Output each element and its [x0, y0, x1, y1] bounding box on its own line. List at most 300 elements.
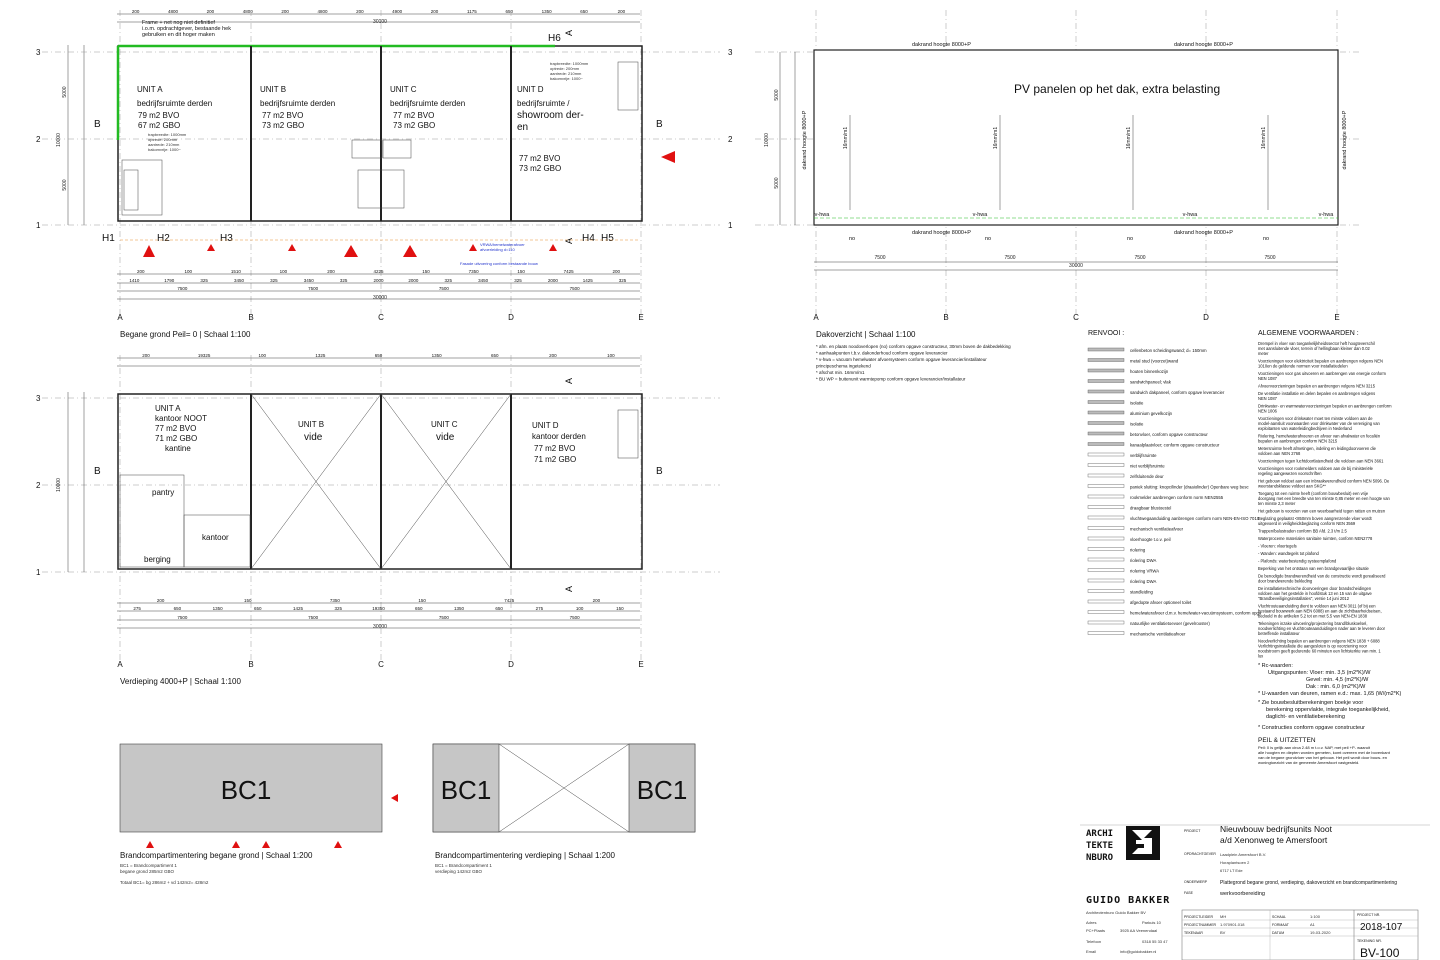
- dim-label: 7500: [177, 615, 188, 620]
- slope-label: 16mm/m1: [993, 126, 999, 150]
- legend-swatch: [1088, 548, 1124, 551]
- dim-label: 650: [374, 353, 383, 358]
- roof-edge-right: dakrand hoogte 8000+P: [1342, 110, 1348, 170]
- legend-swatch: [1088, 359, 1124, 362]
- legend-swatch: [1088, 495, 1124, 498]
- column-label: C: [1073, 313, 1079, 322]
- uf-total: 30000: [373, 624, 387, 630]
- calc-note: berekening oppervlakte, integrale toegankelijkheid,: [1266, 707, 1390, 713]
- addr-label-4: Email: [1086, 949, 1097, 954]
- phase: werkvoorbereiding: [1220, 891, 1265, 897]
- dim-label: 1510: [230, 269, 241, 274]
- gf-unit-a-use: bedrijfsruimte derden: [137, 99, 213, 108]
- column-label: B: [248, 660, 254, 669]
- conditions-title: ALGEMENE VOORWAARDEN :: [1258, 330, 1359, 337]
- column-label: A: [813, 313, 819, 322]
- column-label: C: [378, 660, 384, 669]
- gf-unit-d-use2: showroom der-: [517, 110, 584, 121]
- legend-swatch: [1088, 611, 1124, 614]
- condition-line: Het gebouw is voorzien van een weerbaarheid tegen ratten en muizen: [1258, 508, 1386, 514]
- dim-label: 275: [535, 606, 544, 611]
- addr-label-3: Telefoon: [1086, 939, 1102, 944]
- condition-line: NEN 1006: [1258, 408, 1277, 414]
- gf-unit-d-bvo: 77 m2 BVO: [519, 154, 561, 163]
- dim-label: 1410: [129, 278, 140, 283]
- condition-line: Voorzieningen voor elektriciteit bepalen en aanbrengen volgens NEN: [1258, 358, 1383, 364]
- peil-line: Peil: 0 is gelijk aan circa 2.48 m t.o.v. NAP, met peil +P- waaruit: [1258, 745, 1371, 750]
- dim-label: 150: [616, 606, 624, 611]
- legend-item: paniek sluiting: knopcilinder (draaiolinder) Openbare weg besc: [1130, 484, 1249, 490]
- legend-item: houten binnenkozijn: [1130, 369, 1169, 374]
- marker-h6: H6: [548, 33, 561, 44]
- dim-label: 1175: [467, 9, 477, 14]
- hwa-label: v-hwa: [1182, 212, 1198, 218]
- dim-label: 3450: [234, 278, 245, 283]
- label-client: OPDRACHTGEVER: [1184, 852, 1216, 856]
- dim-label: 200: [612, 269, 620, 274]
- dim-label: 325: [334, 606, 343, 611]
- drawing-nr-label: TEKENING NR.: [1357, 939, 1382, 943]
- stair-note-d3: aantrede: 210mm: [550, 71, 582, 76]
- uf-room-pantry: pantry: [152, 488, 175, 497]
- dim-label: 275: [133, 606, 141, 611]
- dim-label: 1350: [431, 353, 442, 358]
- legend-swatch: [1088, 516, 1124, 519]
- entry-marker: [469, 244, 477, 251]
- legend-item: natuurlijke ventilatietoevoer (gevelrooster): [1130, 621, 1210, 626]
- blue-note-2: afvoerleiding d=110: [480, 247, 515, 252]
- bc-ground-note-2: begane grond 285m2 GBO: [120, 869, 175, 874]
- uf-row-3: 3: [36, 394, 41, 403]
- gf-unit-a-gbo: 67 m2 GBO: [138, 121, 181, 130]
- hwa-label: v-hwa: [814, 212, 830, 218]
- overflow-label: no: [1126, 236, 1134, 242]
- condition-line: 1010en de geldende normen voor installatiedelen: [1258, 363, 1348, 369]
- addr-value-3: 0318 55 33 47: [1142, 939, 1168, 944]
- dim-label: 150: [418, 598, 426, 603]
- dim-label: 1350: [453, 606, 464, 611]
- gf-row-1: 1: [36, 221, 41, 230]
- column-label: D: [508, 313, 514, 322]
- dim-label: 7500: [308, 286, 319, 291]
- label-phase: FASE: [1184, 891, 1193, 895]
- condition-line: Waterproceme materialen sanitaire ruimten, conform NEN2778: [1258, 536, 1373, 541]
- roof-dim-total: 30000: [1069, 263, 1083, 269]
- legend-item: riolering VRWA: [1130, 568, 1160, 574]
- ground-left-dim-b: 5000: [62, 179, 68, 191]
- dim-label: 650: [254, 606, 262, 611]
- legend-swatch: [1088, 600, 1124, 603]
- condition-line: Afvoervoorzieningen bepalen en aanbrengen volgens NEN 3215: [1258, 383, 1375, 389]
- condition-line: Voorzieningen voor drinkwater moet ten minste voldoen aan de: [1258, 416, 1373, 421]
- meta2-value-3: 19-03-2020: [1310, 930, 1331, 935]
- bc-ground-note-3: Totaal BC1= bg 286m2 + vd 142m2= 428m2: [120, 880, 209, 885]
- roof-title: Dakoverzicht | Schaal 1:100: [816, 330, 916, 339]
- meta-value-2: 1.970901.018: [1220, 922, 1245, 927]
- addr-value-1: Parkuis 10: [1142, 920, 1161, 925]
- calc-note: daglicht- en ventilatieberekening: [1266, 714, 1345, 720]
- uf-unit-d-gbo: 71 m2 GBO: [534, 455, 577, 464]
- frame-note-2: i.o.m. opdrachtgever, bestaande hek: [142, 26, 231, 32]
- uf-section-a-bottom: A: [564, 585, 574, 592]
- dim-label: 19350: [372, 606, 385, 611]
- slope-label: 16mm/m1: [1261, 126, 1267, 150]
- condition-line: voldoen aan NEN 2768: [1258, 451, 1301, 456]
- legend-item: isolatie: [1130, 421, 1144, 427]
- dim-label: 2000: [408, 278, 419, 283]
- dim-label: 7350: [468, 269, 479, 274]
- legend-item: draagbaar blustoestel: [1130, 505, 1172, 511]
- ground-top-dims: [132, 9, 626, 14]
- dim-label: 200: [281, 9, 289, 14]
- hwa-label: v-hwa: [972, 212, 988, 218]
- ground-total-top: 30100: [373, 19, 387, 25]
- uf-left-total: 10000: [56, 478, 62, 492]
- marker-h5: H5: [601, 233, 614, 244]
- dim-label: 100: [575, 606, 584, 611]
- legend-swatch: [1088, 390, 1124, 393]
- uf-row-1: 1: [36, 568, 41, 577]
- dim-label: 200: [430, 9, 439, 14]
- client-line-1: Laadplein Amersfoort B.V.: [1220, 852, 1267, 857]
- roof-note: * BU WP = buitenunit warmtepomp conform opgave leverancier/installateur: [816, 376, 966, 382]
- legend-swatch: [1088, 579, 1124, 582]
- uf-top-dims: [142, 353, 615, 358]
- roof-edge-top-2: dakrand hoogte 8000+P: [1174, 42, 1233, 48]
- condition-line: met aansluitende vloer, terrein of hellingbaan kleiner dan 0.02: [1258, 346, 1370, 351]
- dim-label: 200: [549, 353, 557, 358]
- rc-line: Dak : min. 6,0 (m2*K)/W: [1306, 684, 1366, 690]
- legend-item: kanaalplaatvloer; conform opgave constructeur: [1130, 442, 1220, 448]
- uf-section-b-left: B: [94, 466, 101, 477]
- entry-marker: [288, 244, 296, 251]
- construct-note: * Constructies conform opgave constructeur: [1258, 725, 1365, 731]
- legend-title: RENVOOI :: [1088, 330, 1125, 337]
- dim-label: 200: [142, 353, 150, 358]
- project-nr: 2018-107: [1360, 922, 1403, 933]
- legend-item: rookmelder aanbrengen conform norm NEN2555: [1130, 495, 1224, 500]
- meta-value-1: MH: [1220, 914, 1227, 919]
- condition-line: Trappen/balustraden conform BB Afd. 2.3 t/m 2.5: [1258, 528, 1347, 534]
- dim-label: 650: [414, 606, 423, 611]
- logo-line-1: ARCHI: [1086, 829, 1114, 839]
- uf-unit-a-extra: kantine: [165, 444, 191, 453]
- uf-unit-a-gbo: 71 m2 GBO: [155, 434, 198, 443]
- entry-marker: [661, 151, 675, 163]
- blue-note-1: VRWA/hemelwaterafvoer: [480, 242, 525, 247]
- pv-label: PV panelen op het dak, extra belasting: [1014, 82, 1221, 96]
- uf-unit-b-name: UNIT B: [298, 420, 325, 429]
- roof-left-b: 5000: [774, 177, 780, 189]
- gf-unit-d-use3: en: [517, 122, 529, 133]
- legend-item: afgedopte afvoer optioneel toilet: [1130, 600, 1192, 605]
- entry-marker: [403, 245, 417, 257]
- condition-line: Voorzieningen tegen luchtdoortlatendheid die voldoen aan NEN 3661: [1258, 458, 1384, 464]
- marker-h2: H2: [157, 233, 170, 244]
- condition-line: De ventilatie installatie en delen bepalen en aanbrengen volgens: [1258, 391, 1376, 396]
- legend-swatch: [1088, 485, 1124, 488]
- uf-unit-b-use: vide: [304, 432, 323, 443]
- uf-section-b-right: B: [656, 466, 663, 477]
- dim-label: 325: [618, 278, 627, 283]
- bc-upper-note-2: verdieping 142m2 GBO: [435, 869, 483, 874]
- legend-item: aluminium gevelkozijn: [1130, 411, 1173, 416]
- legend-item: sandwich dakpaneel, conform opgave leverancier: [1130, 390, 1225, 395]
- peil-line: woningtoezicht van de gemeente Amersfoort vastgesteld.: [1258, 760, 1360, 765]
- gf-unit-d-gbo: 73 m2 GBO: [519, 164, 562, 173]
- uf-unit-d-name: UNIT D: [532, 421, 559, 430]
- condition-line: Noodverlichting bepalen en aanbrengen volgens NEN 1838 + 6088: [1258, 638, 1380, 644]
- label-subject: ONDERWERP: [1184, 880, 1208, 884]
- hwa-label: v-hwa: [1318, 212, 1334, 218]
- legend-swatch: [1088, 621, 1124, 624]
- legend: [1088, 330, 1262, 637]
- dim-label: 150: [422, 269, 430, 274]
- legend-swatch: [1088, 453, 1124, 456]
- dim-label: 1350: [212, 606, 223, 611]
- legend-swatch: [1088, 443, 1124, 446]
- condition-line: "Brandbeveiligingsinstallaties", versie 14 juni 2012: [1258, 596, 1349, 601]
- condition-line: Drinkwater- en warmwatervoorzieningen bepalen en aanbrengen conform: [1258, 403, 1392, 409]
- slope-label: 16mm/m1: [843, 126, 849, 150]
- ground-bottom-dims: [129, 269, 626, 291]
- legend-item: vluchtwegaanduiding aanbrengen conform norm NEN-EN-ISO 7010: [1130, 516, 1260, 521]
- legend-swatch: [1088, 401, 1124, 404]
- gf-unit-b-gbo: 73 m2 GBO: [262, 121, 305, 130]
- uf-row-2: 2: [36, 481, 41, 490]
- condition-line: bedoeld in de artikelen 5.2 tot en met 5.5 van NEN-EN 1838: [1258, 613, 1368, 619]
- dim-label: 3450: [478, 278, 489, 283]
- dim-label: 100: [279, 269, 288, 274]
- condition-line: noodstroom geeft gedurende 60 minuten een lichtsterkte van min. 1: [1258, 648, 1381, 654]
- project-line-1: Nieuwbouw bedrijfsunits Noot: [1220, 824, 1332, 834]
- dim-label: 325: [339, 278, 348, 283]
- entry-marker: [143, 245, 155, 257]
- dim-label: 4225: [373, 269, 384, 274]
- legend-swatch: [1088, 422, 1124, 425]
- bc-upper-title: Brandcompartimentering verdieping | Schaal 1:200: [435, 851, 615, 860]
- stair-note-3: aantrede: 210mm: [148, 142, 180, 147]
- subject: Plattegrond begane grond, verdieping, dakoverzicht en brandcompartimentering: [1220, 880, 1398, 886]
- roof-row-1: 1: [728, 221, 733, 230]
- condition-line: - Plafonds: waterbestendig systeemplafond: [1258, 558, 1337, 564]
- meta-value-3: BV: [1220, 930, 1226, 935]
- calc-note: * Zie bouwbesluitberekeningen boekje voor: [1258, 700, 1364, 706]
- dim-label: 1425: [293, 606, 304, 611]
- uf-unit-c-use: vide: [436, 432, 455, 443]
- roof-row-2: 2: [728, 135, 733, 144]
- bc1-ground-label: BC1: [220, 775, 272, 805]
- legend-swatch: [1088, 474, 1124, 477]
- gf-section-a-top: A: [564, 29, 574, 36]
- bc-upper-note-1: BC1 = Brandcompartiment 1: [435, 863, 492, 868]
- condition-line: meter: [1258, 351, 1269, 356]
- dim-label: 650: [490, 353, 499, 358]
- client-line-3: 6717 LT Ede: [1220, 868, 1243, 873]
- overflow-label: no: [1262, 236, 1270, 242]
- gf-row-3: 3: [36, 48, 41, 57]
- marker-h3: H3: [220, 233, 233, 244]
- dim-label: 650: [580, 9, 588, 14]
- condition-line: Beperking van het ontstaan van een brandgevaarlijke situatie: [1258, 566, 1369, 571]
- condition-line: Beglazing geplaatst <850mm boven aangrenzende vloer wordt: [1258, 516, 1372, 521]
- frame-note-3: gebruiken en dit hoger maken: [142, 32, 215, 38]
- logo-line-3: NBURO: [1086, 853, 1114, 863]
- column-label: D: [508, 660, 514, 669]
- dim-label: 7500: [438, 615, 449, 620]
- legend-item: isolatie: [1130, 400, 1144, 406]
- condition-line: Toegang tot een ruimte heeft (conform bouwbesluit) een vrije: [1258, 491, 1369, 496]
- roof-notes: [816, 344, 1011, 382]
- meta-label-3: TEKENAAR: [1184, 931, 1203, 935]
- stair-note-d2: optrede: 200mm: [550, 66, 580, 71]
- bc-ground-note-1: BC1 = Brandcompartiment 1: [120, 863, 177, 868]
- uf-unit-a-name: UNIT A: [155, 404, 181, 413]
- dim-label: 200: [137, 269, 145, 274]
- stair-note-d4: bakomvrije: 1000~: [550, 76, 583, 81]
- legend-item: metal stud (voorzet)wand: [1130, 358, 1179, 364]
- dim-label: 650: [495, 606, 503, 611]
- legend-swatch: [1088, 348, 1124, 351]
- bc1-upper-label-right: BC1: [636, 775, 688, 805]
- rc-line: Gevel: min. 4,5 (m2*K)/W: [1306, 677, 1369, 683]
- legend-swatch: [1088, 632, 1124, 635]
- dim-label: 325: [200, 278, 208, 283]
- entry-marker: [207, 244, 215, 251]
- gf-unit-a-bvo: 79 m2 BVO: [138, 111, 180, 120]
- roof-dim-2: 7500: [1004, 255, 1016, 261]
- roof-edge-top-1: dakrand hoogte 8000+P: [912, 42, 971, 48]
- roof-left-total: 10000: [764, 133, 770, 147]
- fire-compartments: [120, 744, 695, 885]
- blue-note-3: Fasade uitvoering conform bestaande bouw: [460, 261, 538, 266]
- gf-unit-b-name: UNIT B: [260, 85, 287, 94]
- meta2-label-1: SCHAAL: [1272, 915, 1287, 919]
- dim-label: 4800: [242, 9, 253, 14]
- condition-line: exploitanten van waterleidingbedrijven in Nederland: [1258, 426, 1352, 431]
- dim-label: 200: [356, 9, 364, 14]
- ground-floor-plan: [36, 9, 720, 339]
- condition-line: doorgang met een breedte van ten minste 0,85 meter en een hoogte van: [1258, 496, 1390, 501]
- roof-outline: [814, 50, 1338, 225]
- legend-item: vloerhoogte t.o.v. peil: [1130, 537, 1171, 542]
- label-project: PROJECT: [1184, 829, 1201, 833]
- bc1-upper-label-left: BC1: [440, 775, 492, 805]
- drawing-nr: BV-100: [1360, 946, 1400, 960]
- addr-value-2: 3925 AA Veenendaal: [1120, 928, 1158, 933]
- dim-label: 200: [206, 9, 215, 14]
- stair-note-d1: trapbreedte: 1000mm: [550, 61, 589, 66]
- legend-swatch: [1088, 432, 1124, 435]
- dim-label: 325: [270, 278, 278, 283]
- legend-item: niet verblijfsruimte: [1130, 463, 1165, 469]
- column-label: E: [1334, 313, 1340, 322]
- roof-dim-4: 7500: [1264, 255, 1276, 261]
- frame-note-1: Frame + net nog niet definitief: [142, 20, 215, 26]
- condition-line: Verlichtingsinstallatie die aangesloten is op voorziening voor: [1258, 643, 1368, 649]
- gf-unit-c-use: bedrijfsruimte derden: [390, 99, 466, 108]
- legend-item: standleiding: [1130, 589, 1153, 595]
- peil-line: van de begane grondvloer van het gebouw. Het peil wordt door bouw- en: [1258, 755, 1387, 760]
- condition-line: Riolering, hemelwaterafvoeren en afvoer van afvalwater en fecaliën: [1258, 433, 1381, 439]
- gf-title: Begane grond Peil= 0 | Schaal 1:100: [120, 330, 251, 339]
- legend-swatch: [1088, 569, 1124, 572]
- condition-line: uitgevoerd in veiligheidsbeglazing conform NEN 3569: [1258, 521, 1356, 526]
- dim-label: 100: [258, 353, 267, 358]
- meta2-label-2: FORMAAT: [1272, 923, 1289, 927]
- stair-note-1: trapbreedte: 1000mm: [148, 132, 187, 137]
- legend-item: cellenbeton scheidingswand; d= 150mm: [1130, 348, 1207, 353]
- roof-note: * v-hwa = vacuüm hemelwater afvoersysteem conform opgave leverancier/installateur: [816, 357, 987, 362]
- gf-section-a-bottom: A: [564, 237, 574, 244]
- gf-unit-d-use: bedrijfsruimte /: [517, 99, 570, 108]
- ground-total-bottom: 30000: [373, 295, 387, 301]
- meta2-label-3: DATUM: [1272, 931, 1285, 935]
- legend-swatch: [1088, 527, 1124, 530]
- condition-line: weerstandsklasse voldoet aan SKG**: [1258, 483, 1326, 489]
- legend-item: sandwichpaneel; vlak: [1130, 379, 1171, 385]
- dim-label: 7500: [438, 286, 449, 291]
- legend-item: mechanische ventilatieafvoer: [1130, 631, 1186, 637]
- overflow-label: no: [984, 236, 992, 242]
- client-line-2: Horaplantsoen 2: [1220, 860, 1250, 865]
- condition-line: ten minste 2,3 meter: [1258, 501, 1296, 506]
- roof-left-a: 5000: [774, 89, 780, 101]
- roof-column-labels: [813, 313, 1339, 322]
- addr-label-1: Adres: [1086, 920, 1097, 925]
- legend-swatch: [1088, 411, 1124, 414]
- meta2-value-1: 1:100: [1310, 914, 1321, 919]
- uf-room-berging: berging: [144, 555, 171, 564]
- stair-note-4: bakomvrije: 1000~: [148, 147, 181, 152]
- legend-swatch: [1088, 369, 1124, 372]
- dim-label: 1325: [315, 353, 326, 358]
- legend-swatch: [1088, 380, 1124, 383]
- meta-label-1: PROJECTLEIDER: [1184, 915, 1213, 919]
- marker-h1: H1: [102, 233, 115, 244]
- dim-label: 7425: [563, 269, 574, 274]
- logo-line-2: TEKTE: [1086, 841, 1114, 851]
- condition-line: bestaand bouwwerk aan NEN 6088) en aan de zichtbaarheidseisen,: [1258, 608, 1382, 614]
- dim-label: 7500: [177, 286, 188, 291]
- legend-item: verblijfsruimte: [1130, 453, 1157, 458]
- condition-line: bepalen en aanbrengen conform NEN 3215: [1258, 438, 1338, 444]
- condition-line: Voorzieningen voor gas uitvoeren en aanbrengen van energie conform: [1258, 371, 1386, 376]
- dim-label: 100: [607, 353, 615, 358]
- condition-line: Voorzieningen voor rookmelders voldoen aan de bij ministeriële: [1258, 466, 1373, 471]
- uf-unit-c-name: UNIT C: [431, 420, 458, 429]
- dim-label: 1425: [582, 278, 593, 283]
- title-block: [1080, 824, 1430, 960]
- roof-note: * afm. en plaats noodoverlopen (no) conform opgave constructeur, 30mm boven de dakbedekking: [816, 344, 1011, 349]
- condition-line: betreffende installateur: [1258, 631, 1300, 636]
- legend-swatch: [1088, 590, 1124, 593]
- dim-label: 2000: [373, 278, 384, 283]
- condition-line: model-aansluit voorwaarden voor drinkwater van de vereniging van: [1258, 421, 1380, 426]
- gf-row-2: 2: [36, 135, 41, 144]
- roof-note: * aanhaakpunten t.b.v. dakonderhoud conform opgave leverancier: [816, 350, 948, 356]
- roof-edge-bottom-1: dakrand hoogte 8000+P: [912, 230, 971, 236]
- dim-label: 325: [514, 278, 522, 283]
- firm-logo-mark: [1126, 826, 1160, 860]
- rc-title: * Rc-waarden:: [1258, 663, 1293, 669]
- condition-line: lux: [1258, 653, 1264, 659]
- dim-label: 200: [156, 598, 165, 603]
- firm-name: GUIDO BAKKER: [1086, 895, 1171, 906]
- dim-label: 7350: [329, 598, 340, 603]
- roof-dim-1: 7500: [874, 255, 886, 261]
- condition-line: Metersruimte heeft afmetingen, indeling en leidingdoorvoeren die: [1258, 446, 1376, 451]
